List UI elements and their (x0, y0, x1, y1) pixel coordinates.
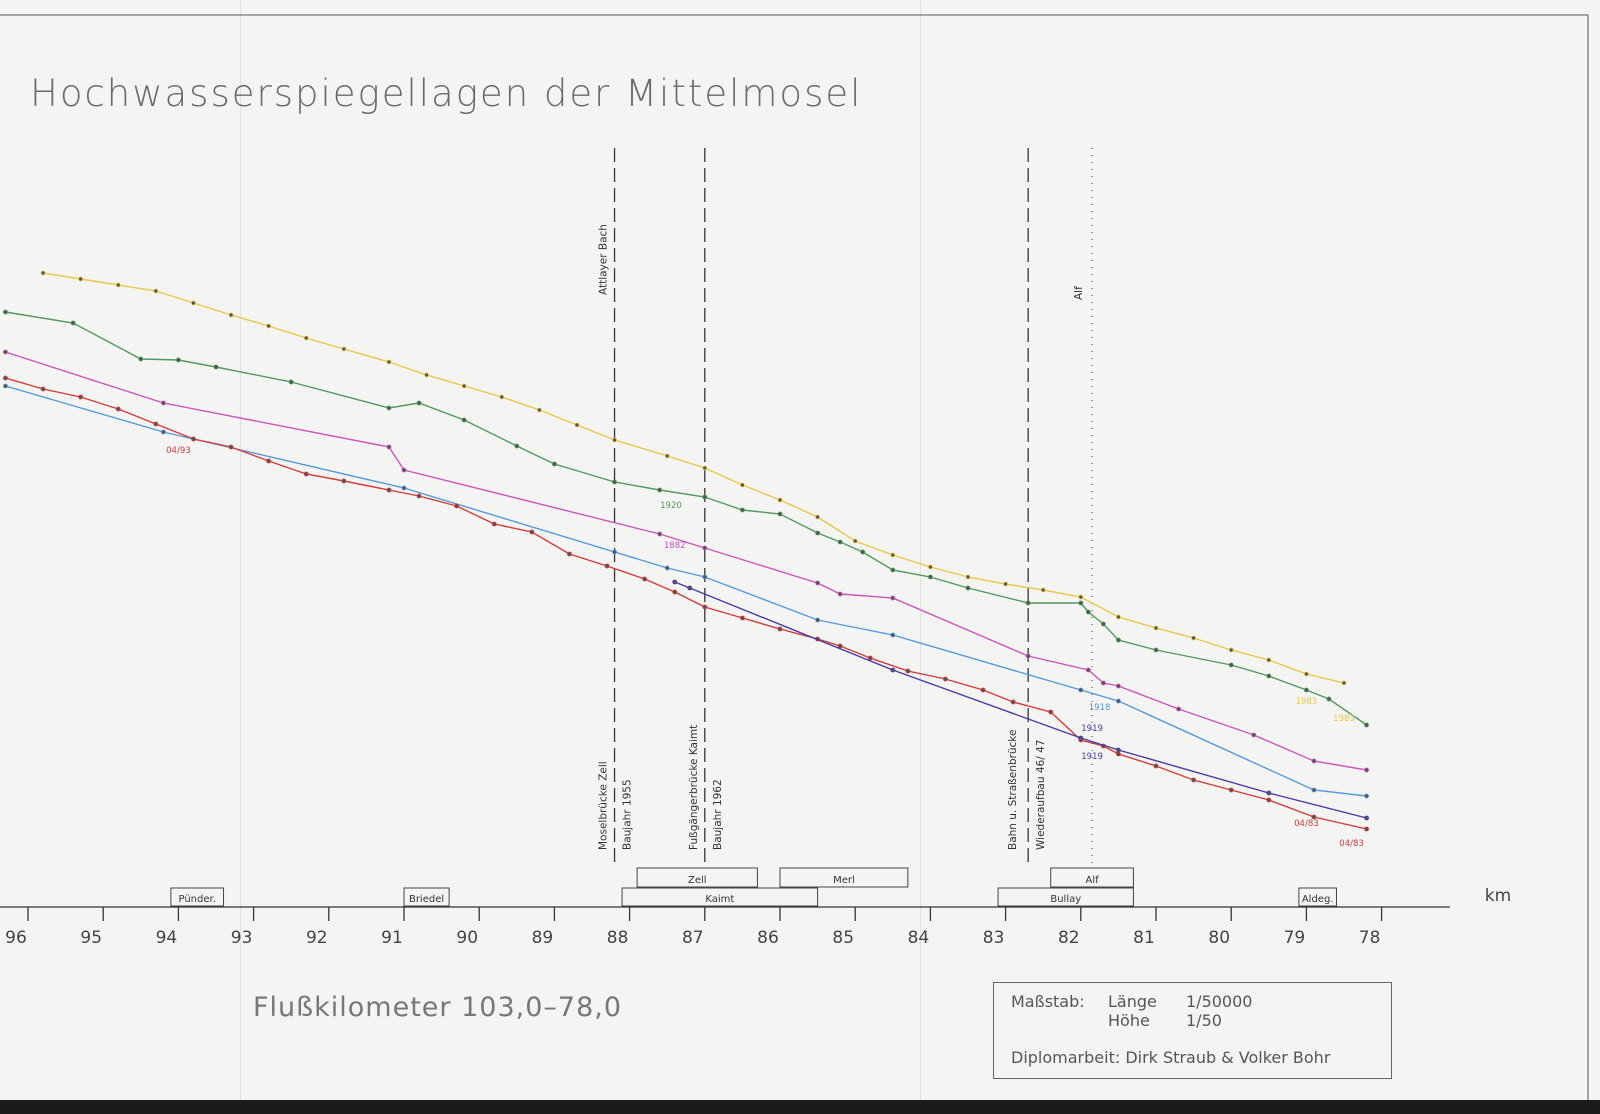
marker-label: Moselbrücke Zell (597, 761, 610, 850)
series-point (1086, 668, 1090, 672)
series-point (891, 568, 895, 572)
series-line (5, 352, 1366, 770)
series-line (5, 378, 1366, 829)
series-point (1026, 654, 1030, 658)
series-point (703, 546, 707, 550)
series-point (1116, 638, 1120, 642)
series-line (675, 582, 1367, 818)
series-point (1312, 788, 1316, 792)
series-point (1365, 723, 1369, 727)
series-point (3, 384, 7, 388)
series-point (1327, 697, 1331, 701)
series-point (139, 357, 143, 361)
series-point (455, 504, 459, 508)
series-point (71, 321, 75, 325)
chart-subtitle: Flußkilometer 103,0–78,0 (253, 992, 623, 1023)
series-point (1026, 601, 1030, 605)
series-point (703, 575, 707, 579)
series-point (1229, 648, 1233, 652)
series-point (267, 459, 271, 463)
series-point (943, 677, 947, 681)
series-line (5, 312, 1366, 725)
series-point (229, 313, 233, 317)
series-point (387, 488, 391, 492)
x-tick-label: 84 (907, 928, 930, 948)
series-point (1086, 610, 1090, 614)
series-annotation: 04/83 (1339, 839, 1364, 849)
series-point (417, 401, 421, 405)
x-tick-label: 81 (1133, 928, 1155, 948)
x-tick-label: 90 (456, 928, 479, 948)
x-tick-label: 91 (381, 928, 403, 948)
series-point (176, 358, 180, 362)
bottom-edge (0, 1100, 1600, 1114)
x-tick-label: 86 (757, 928, 779, 948)
series-point (154, 289, 158, 293)
series-point (665, 566, 669, 570)
series-point (1079, 688, 1083, 692)
series-point (1049, 710, 1053, 714)
series-annotation: 1919 (1081, 752, 1103, 762)
series-point (1365, 827, 1369, 831)
series-point (387, 445, 391, 449)
length-value: 1/50000 (1186, 992, 1253, 1011)
series-point (515, 444, 519, 448)
series-point (402, 486, 406, 490)
series-point (605, 564, 609, 568)
series-point (1116, 748, 1120, 752)
series-annotation: 1918 (1088, 703, 1111, 713)
series-point (1041, 588, 1045, 592)
series-annotation: 1920 (660, 501, 682, 511)
x-tick-label: 95 (80, 928, 103, 948)
series-point (79, 277, 83, 281)
x-tick-label: 87 (681, 928, 704, 948)
series-point (1365, 816, 1369, 820)
series-point (191, 437, 195, 441)
series-point (462, 384, 466, 388)
series-point (191, 301, 195, 305)
series-point (530, 530, 534, 534)
series-annotation: 1983 (1333, 714, 1355, 724)
series-point (267, 324, 271, 328)
series-point (575, 423, 579, 427)
series-point (1267, 798, 1271, 802)
x-tick-label: 92 (305, 928, 328, 948)
x-tick-label: 80 (1208, 928, 1231, 948)
series-point (1312, 759, 1316, 763)
series-point (425, 373, 429, 377)
series-point (703, 466, 707, 470)
series-point (928, 565, 932, 569)
x-tick-label: 93 (230, 928, 253, 948)
series-point (3, 350, 7, 354)
series-point (740, 616, 744, 620)
legend-box (993, 982, 1392, 1079)
series-point (966, 586, 970, 590)
series-point (1267, 658, 1271, 662)
series-point (673, 580, 677, 584)
series-point (613, 480, 617, 484)
place-label: Alf (1085, 875, 1099, 886)
place-label: Briedel (408, 894, 445, 905)
series-annotation: 04/83 (1294, 819, 1319, 829)
series-point (1192, 778, 1196, 782)
x-tick-label: 83 (982, 928, 1005, 948)
series-point (1101, 681, 1105, 685)
series-point (1267, 674, 1271, 678)
series-point (838, 644, 842, 648)
series-point (500, 395, 504, 399)
series-point (981, 688, 985, 692)
marker-label: Baujahr 1955 (621, 779, 634, 850)
x-tick-label: 89 (531, 928, 554, 948)
series-point (161, 401, 165, 405)
series-point (1011, 700, 1015, 704)
series-point (304, 472, 308, 476)
series-point (1304, 688, 1308, 692)
series-point (1079, 595, 1083, 599)
series-point (1079, 601, 1083, 605)
series-point (838, 592, 842, 596)
series-point (816, 618, 820, 622)
height-value: 1/50 (1186, 1011, 1222, 1030)
series-point (816, 531, 820, 535)
series-point (462, 418, 466, 422)
series-point (387, 360, 391, 364)
series-point (891, 633, 895, 637)
series-point (1304, 672, 1308, 676)
series-point (417, 494, 421, 498)
series-point (703, 495, 707, 499)
place-label: Merl (833, 875, 855, 886)
series-point (891, 668, 895, 672)
marker-label: Alf (1073, 286, 1086, 300)
series-point (116, 407, 120, 411)
x-tick-label: 88 (606, 928, 629, 948)
length-label: Länge (1108, 992, 1157, 1011)
x-tick-label: 94 (155, 928, 178, 948)
series-point (1177, 707, 1181, 711)
series-point (891, 553, 895, 557)
place-label: Bullay (1050, 894, 1082, 905)
series-point (161, 430, 165, 434)
series-point (1101, 622, 1105, 626)
series-point (891, 596, 895, 600)
series-point (214, 365, 218, 369)
series-line (5, 386, 1366, 796)
scale-label: Maßstab: (1011, 992, 1085, 1011)
series-point (778, 498, 782, 502)
series-point (3, 376, 7, 380)
series-point (740, 508, 744, 512)
series-point (1252, 733, 1256, 737)
series-point (1267, 791, 1271, 795)
series-point (778, 512, 782, 516)
series-point (613, 550, 617, 554)
series-point (868, 656, 872, 660)
series-point (853, 539, 857, 543)
series-point (567, 552, 571, 556)
thesis-credit: Diplomarbeit: Dirk Straub & Volker Bohr (1011, 1048, 1331, 1067)
marker-label: Bahn u. Straßenbrücke (1007, 729, 1020, 850)
series-point (778, 627, 782, 631)
marker-label: Attlayer Bach (597, 224, 610, 295)
x-tick-label: 79 (1283, 928, 1306, 948)
series-point (492, 522, 496, 526)
marker-label: Baujahr 1962 (711, 779, 724, 850)
chart-title: Hochwasserspiegellagen der Mittelmosel (30, 72, 863, 115)
series-point (816, 515, 820, 519)
series-point (537, 408, 541, 412)
series-point (41, 271, 45, 275)
series-point (3, 310, 7, 314)
marker-label: Wiederaufbau 46/ 47 (1035, 739, 1048, 850)
series-point (304, 336, 308, 340)
series-point (1116, 684, 1120, 688)
place-label: Aldeg. (1301, 894, 1334, 905)
series-point (402, 468, 406, 472)
series-point (387, 406, 391, 410)
x-tick-label: 78 (1358, 928, 1381, 948)
series-point (816, 581, 820, 585)
series-point (154, 422, 158, 426)
series-point (1154, 626, 1158, 630)
series-line (43, 273, 1344, 683)
series-point (1229, 788, 1233, 792)
marker-label: Fußgängerbrücke Kaimt (687, 724, 700, 850)
series-point (1079, 736, 1083, 740)
series-point (1365, 794, 1369, 798)
series-point (928, 575, 932, 579)
place-label: Zell (687, 875, 707, 886)
series-point (703, 605, 707, 609)
series-point (658, 488, 662, 492)
place-label: Kaimt (705, 894, 735, 905)
series-point (861, 550, 865, 554)
series-point (643, 577, 647, 581)
series-point (342, 479, 346, 483)
series-point (1342, 681, 1346, 685)
series-point (906, 669, 910, 673)
series-point (1365, 768, 1369, 772)
height-label: Höhe (1108, 1011, 1150, 1030)
place-label: Pünder. (178, 894, 216, 905)
series-point (1116, 615, 1120, 619)
series-point (1154, 648, 1158, 652)
series-point (658, 532, 662, 536)
series-point (673, 590, 677, 594)
x-axis-label: km (1484, 886, 1512, 906)
series-point (229, 445, 233, 449)
series-annotation: 04/93 (166, 446, 191, 456)
series-point (342, 347, 346, 351)
series-point (552, 462, 556, 466)
series-point (688, 586, 692, 590)
series-point (1004, 582, 1008, 586)
series-point (740, 483, 744, 487)
series-point (1154, 764, 1158, 768)
series-point (289, 380, 293, 384)
series-point (1116, 699, 1120, 703)
series-annotation: 1919 (1081, 724, 1103, 734)
x-tick-label: 82 (1057, 928, 1080, 948)
series-point (79, 395, 83, 399)
series-point (41, 387, 45, 391)
x-tick-label: 96 (5, 928, 27, 948)
series-annotation: 1882 (663, 541, 686, 551)
series-annotation: 1983 (1295, 697, 1318, 707)
series-point (1192, 636, 1196, 640)
series-point (665, 454, 669, 458)
series-point (613, 438, 617, 442)
x-tick-label: 85 (832, 928, 855, 948)
series-point (966, 575, 970, 579)
series-point (116, 283, 120, 287)
series-point (1116, 752, 1120, 756)
series-point (1229, 663, 1233, 667)
series-point (838, 540, 842, 544)
